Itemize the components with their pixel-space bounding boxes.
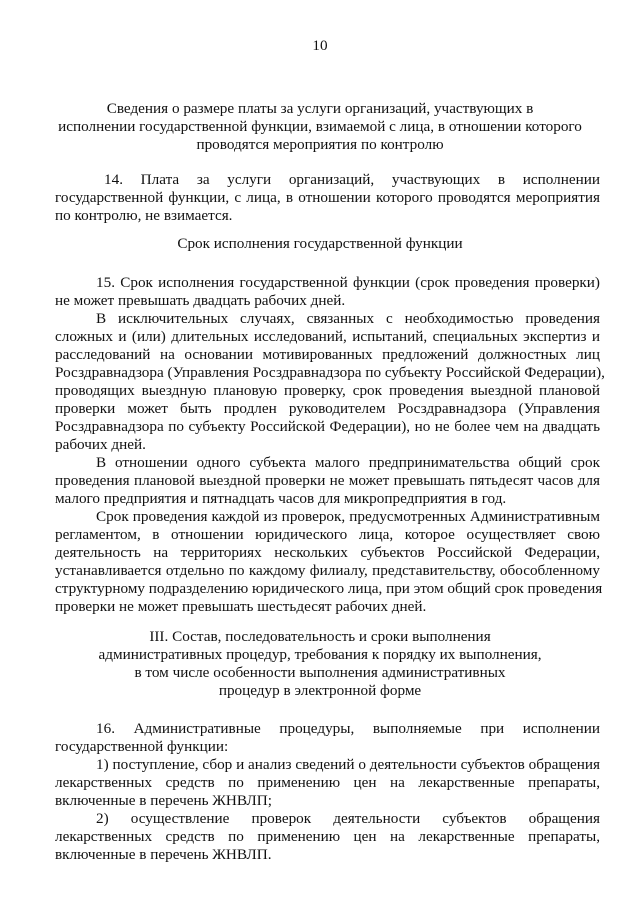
paragraph-exceptional-line: Росздравнадзора (Управления Росздравнадзора по субъекту Российской Федерации),	[55, 364, 605, 381]
page-number: 10	[312, 37, 328, 54]
paragraph-16-line: 16. Административные процедуры, выполняемые при исполнении	[96, 720, 600, 737]
paragraph-small-business-line: малого предприятия и пятнадцать часов для микропредприятия в год.	[55, 490, 507, 507]
list-item-2-line: лекарственных средств по применению цен на лекарственные препараты,	[55, 828, 600, 845]
info-heading-line: Сведения о размере платы за услуги организаций, участвующих в	[106, 100, 534, 117]
paragraph-exceptional-line: Росздравнадзора по субъекту Российской Федерации), но не более чем на двадцать	[55, 418, 600, 435]
paragraph-exceptional-line: В исключительных случаях, связанных с необходимостью проведения	[96, 310, 600, 327]
paragraph-14-line: по контролю, не взимается.	[55, 207, 233, 224]
paragraph-16-line: государственной функции:	[55, 738, 229, 755]
list-item-1-line: 1) поступление, сбор и анализ сведений о деятельности субъектов обращения	[96, 756, 600, 773]
term-heading: Срок исполнения государственной функции	[177, 235, 463, 252]
paragraph-exceptional-line: сложных и (или) длительных исследований, испытаний, специальных экспертиз и	[55, 328, 600, 345]
info-heading-line: проводятся мероприятия по контролю	[196, 136, 444, 153]
paragraph-15-line: 15. Срок исполнения государственной функции (срок проведения проверки)	[96, 274, 600, 291]
paragraph-exceptional-line: проверки может быть продлен руководителем Росздравнадзора (Управления	[55, 400, 600, 417]
section-3-heading-line: в том числе особенности выполнения административных	[134, 664, 506, 681]
paragraph-small-business-line: В отношении одного субъекта малого предпринимательства общий срок	[96, 454, 600, 471]
list-item-2-line: включенные в перечень ЖНВЛП.	[55, 846, 272, 863]
paragraph-small-business-line: проведения плановой выездной проверки не может превышать пятьдесят часов для	[55, 472, 600, 489]
paragraph-exceptional-line: расследований на основании мотивированных предложений должностных лиц	[55, 346, 600, 363]
paragraph-15-line: не может превышать двадцать рабочих дней.	[55, 292, 346, 309]
section-3-heading-line: административных процедур, требования к порядку их выполнения,	[98, 646, 542, 663]
section-3-heading-line: процедур в электронной форме	[218, 682, 422, 699]
info-heading-line: исполнении государственной функции, взимаемой с лица, в отношении которого	[58, 118, 582, 135]
paragraph-branches-line: Срок проведения каждой из проверок, предусмотренных Административным	[96, 508, 600, 525]
section-3-heading-line: III. Состав, последовательность и сроки выполнения	[149, 628, 491, 645]
list-item-2-line: 2) осуществление проверок деятельности субъектов обращения	[96, 810, 600, 827]
paragraph-exceptional-line: проводящих выездную плановую проверку, срок проведения выездной плановой	[55, 382, 600, 399]
paragraph-14-line: 14. Плата за услуги организаций, участвующих в исполнении	[104, 171, 600, 188]
list-item-1-line: лекарственных средств по применению цен на лекарственные препараты,	[55, 774, 600, 791]
paragraph-branches-line: деятельность на территориях нескольких субъектов Российской Федерации,	[55, 544, 600, 561]
paragraph-branches-line: структурному подразделению юридического лица, при этом общий срок проведения	[55, 580, 603, 597]
paragraph-branches-line: регламентом, в отношении юридического лица, которое осуществляет свою	[55, 526, 600, 543]
list-item-1-line: включенные в перечень ЖНВЛП;	[55, 792, 272, 809]
paragraph-branches-line: проверки не может превышать шестьдесят рабочих дней.	[55, 598, 427, 615]
paragraph-branches-line: устанавливается отдельно по каждому филиалу, представительству, обособленному	[55, 562, 600, 579]
paragraph-exceptional-line: рабочих дней.	[55, 436, 146, 453]
paragraph-14-line: государственной функции, с лица, в отношении которого проводятся мероприятия	[55, 189, 600, 206]
